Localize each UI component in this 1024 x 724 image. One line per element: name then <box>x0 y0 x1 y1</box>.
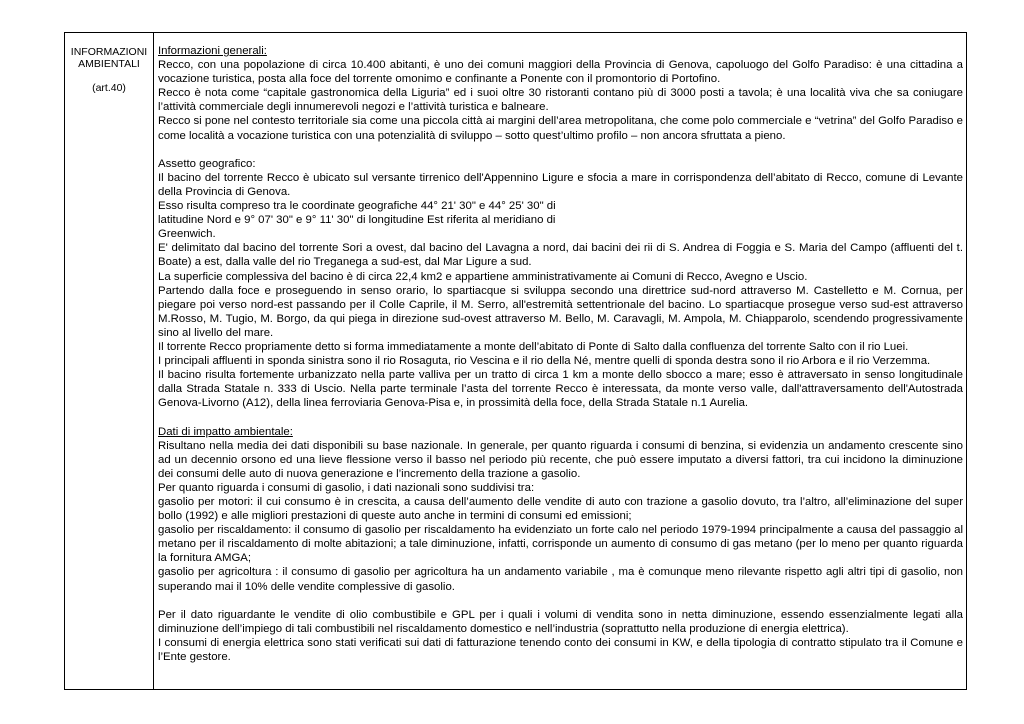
heading-geo: Assetto geografico: <box>158 157 256 170</box>
impact-paragraph-7: I consumi di energia elettrica sono stati verificati sui dati di fatturazione tenendo conto dei consumi in KW, e della tipologia di contratto stipulato tra il Comune e l’Ente gestore. <box>158 636 963 664</box>
geo-paragraph-6: Il torrente Recco propriamente detto si forma immediatamente a monte dell’abitato di Ponte di Salto dalla confluenza del torrente Salto con il rio Luei. <box>158 340 909 353</box>
impact-paragraph-6: Per il dato riguardante le vendite di olio combustibile e GPL per i quali i volumi di vendita sono in netta diminuzione, essendo essenzialmente legati alla diminuzione dell’impiego di tali combustibili nel riscaldamento domestico e nell’industria (soprattutto nella produzione di energia elettrica). <box>158 608 963 635</box>
impact-paragraph-3: gasolio per motori: il cui consumo è in crescita, a causa dell’aumento delle vendite di auto con trazione a gasolio dovuto, tra l’altro, all’eliminazione del super bollo (1992) e alle migliori prestazioni di queste auto anche in termini di consumi ed emissioni; <box>158 496 963 523</box>
section-label-line2: AMBIENTALI <box>78 58 140 70</box>
geo-paragraph-4: La superficie complessiva del bacino è di circa 22,4 km2 e appartiene amministrativamente ai Comuni di Recco, Avegno e Uscio. <box>158 270 808 283</box>
impact-paragraph-1: Risultano nella media dei dati disponibili su base nazionale. In generale, per quanto riguarda i consumi di benzina, si evidenzia un andamento crescente sino ad un decennio orsono ed una lieve flessione verso il basso nel periodo più recente, che può essere imputato a diversi fattori, tra cui incidono la diminuzione dei consumi delle auto di nuova generazione e l’incremento della trazione a gasolio. <box>158 439 963 480</box>
impact-paragraph-5: gasolio per agricoltura : il consumo di gasolio per agricoltura ha un andamento variabile , ma è comunque meno rilevante rispetto agli altri tipi di gasolio, non superando mai il 10% delle vendite complessive di gasolio. <box>158 566 963 593</box>
geo-paragraph-1: Il bacino del torrente Recco è ubicato sul versante tirrenico dell'Appennino Ligure e sfocia a mare in corrispondenza dell’abitato di Recco, comune di Levante della Provincia di Genova. <box>158 171 963 198</box>
heading-general: Informazioni generali: <box>158 45 267 57</box>
heading-impact: Dati di impatto ambientale: <box>158 425 293 438</box>
general-paragraph-2: Recco è nota come “capitale gastronomica della Liguria” ed i suoi oltre 30 ristoranti contano più di 3000 posti a tavola; è una località viva che sa coniugare l’attività commerciale degli innumerevoli negozi e l’attività turistica e balneare. <box>158 87 963 114</box>
geo-coordinates-line-2: latitudine Nord e 9° 07' 30" e 9° 11' 30" di longitudine Est riferita al meridiano di <box>158 214 556 227</box>
geo-paragraph-7: I principali affluenti in sponda sinistra sono il rio Rosaguta, rio Vescina e il rio della Né, mentre quelli di sponda destra sono il rio Arbora e il rio Verzemma. <box>158 355 931 368</box>
spacer <box>158 594 963 608</box>
impact-paragraph-2: Per quanto riguarda i consumi di gasolio, i dati nazionali sono suddivisi tra: <box>158 481 535 494</box>
geo-coordinates-line-3: Greenwich. <box>158 228 216 241</box>
article-reference: (art.40) <box>92 82 126 94</box>
spacer <box>158 410 963 424</box>
general-paragraph-1: Recco, con una popolazione di circa 10.400 abitanti, è uno dei comuni maggiori della Provincia di Genova, capoluogo del Golfo Paradiso: è una cittadina a vocazione turistica, posta alla foce del torrente omonimo e confinante a Ponente con il promontorio di Portofino. <box>158 59 963 86</box>
section-label-line1: INFORMAZIONI <box>70 46 148 58</box>
geo-coordinates-line-1: Esso risulta compreso tra le coordinate geografiche 44° 21' 30" e 44° 25' 30" di <box>158 200 556 213</box>
impact-paragraph-4: gasolio per riscaldamento: il consumo di gasolio per riscaldamento ha evidenziato un forte calo nel periodo 1979-1994 principalmente a causa del passaggio al metano per il riscaldamento di molte abitazioni; a tale diminuzione, infatti, corrisponde un aumento di consumo di gas metano (per lo meno per quanto riguarda la fornitura AMGA; <box>158 524 963 565</box>
spacer <box>158 143 963 157</box>
section-label-cell <box>65 33 154 689</box>
geo-paragraph-5: Partendo dalla foce e proseguendo in senso orario, lo spartiacque si sviluppa secondo una direttrice sud-nord attraverso M. Castelletto e M. Cornua, per piegare poi verso nord-est passando per il Colle Caprile, il M. Serro, all'estremità settentrionale del bacino. Lo spartiacque prosegue verso sud-est attraverso M.Rosso, M. Tugio, M. Borgo, da qui piega in direzione sud-ovest attraverso M. Bello, M. Caravagli, M. Ampola, M. Chiapparolo, scendendo progressivamente sino al livello del mare. <box>158 284 963 339</box>
section-content-cell <box>154 33 966 689</box>
geo-paragraph-8: Il bacino risulta fortemente urbanizzato nella parte valliva per un tratto di circa 1 km a monte dello sbocco a mare; esso è attraversato in senso longitudinale dalla Strada Statale n. 333 di Uscio. Nella parte terminale l’asta del torrente Recco è interessata, da monte verso valle, dall'attraversamento dell'Autostrada Genova-Livorno (A12), della linea ferroviaria Genova-Pisa e, in prossimità della foce, della Strada Statale n.1 Aurelia. <box>158 369 963 410</box>
general-paragraph-3: Recco si pone nel contesto territoriale sia come una piccola città ai margini dell’area metropolitana, che come polo commerciale e “vetrina” del Golfo Paradiso e come località a vocazione turistica con una potenzialità di sviluppo – sotto quest’ultimo profilo – non ancora sfruttata a pieno. <box>158 115 963 142</box>
geo-paragraph-3: E' delimitato dal bacino del torrente Sori a ovest, dal bacino del Lavagna a nord, dai bacini dei rii di S. Andrea di Foggia e S. Maria del Campo (affluenti del t. Boate) a est, dalla valle del rio Treganega a sud-est, dal Mar Ligure a sud. <box>158 242 963 269</box>
document-table <box>64 32 967 690</box>
